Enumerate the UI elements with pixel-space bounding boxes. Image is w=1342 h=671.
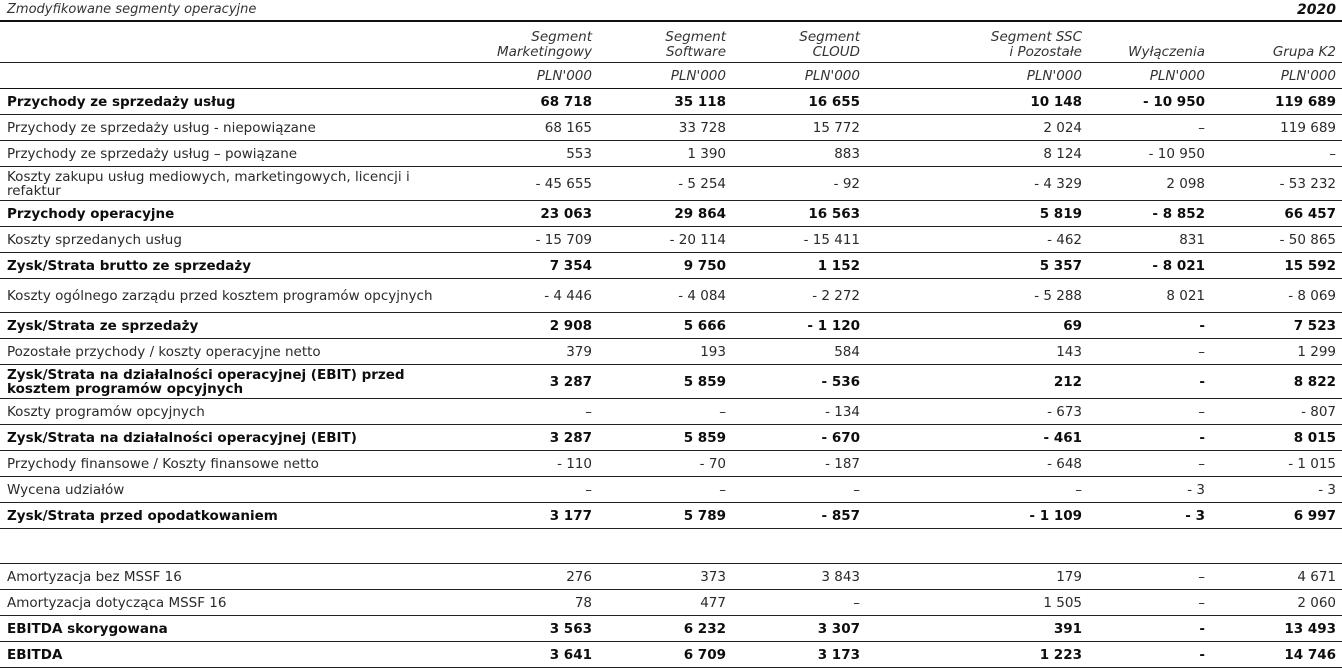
value-cell: 3 307 [732,616,866,642]
row-label: Zysk/Strata ze sprzedaży [0,313,460,339]
table-row [0,115,1342,141]
value-cell: 14 746 [1211,642,1342,668]
value-cell: - [1088,365,1211,399]
table-row [0,141,1342,167]
value-cell: - 92 [732,167,866,201]
row-label: Koszty ogólnego zarządu przed kosztem programów opcyjnych [0,279,460,313]
table-row [0,279,1342,313]
value-cell: 3 287 [460,365,598,399]
value-cell: - 673 [866,399,1088,425]
value-cell: - 187 [732,451,866,477]
value-cell: 15 772 [732,115,866,141]
year-label: 2020 [1297,2,1336,18]
spacer-row [0,529,1342,564]
value-cell: - 8 852 [1088,201,1211,227]
table-row [0,503,1342,529]
value-cell: 2 024 [866,115,1088,141]
value-cell: 16 655 [732,89,866,115]
value-cell: – [1088,115,1211,141]
value-cell: 1 223 [866,642,1088,668]
row-label: Zysk/Strata brutto ze sprzedaży [0,253,460,279]
value-cell: 35 118 [598,89,732,115]
value-cell: 13 493 [1211,616,1342,642]
table-row [0,616,1342,642]
value-cell: 193 [598,339,732,365]
value-cell: - 461 [866,425,1088,451]
table-row [0,167,1342,201]
column-header: Segment Software [598,22,732,63]
header-row [0,22,1342,63]
value-cell: 584 [732,339,866,365]
value-cell: 10 148 [866,89,1088,115]
value-cell: 1 505 [866,590,1088,616]
value-cell: 69 [866,313,1088,339]
units-row [0,63,1342,89]
value-cell: – [1088,564,1211,590]
value-cell: 2 908 [460,313,598,339]
value-cell: 8 822 [1211,365,1342,399]
value-cell: – [866,477,1088,503]
table-row [0,564,1342,590]
value-cell: 3 563 [460,616,598,642]
value-cell: 8 021 [1088,279,1211,313]
segments-table [0,22,1342,668]
value-cell: 29 864 [598,201,732,227]
value-cell: – [1088,399,1211,425]
value-cell: - 2 272 [732,279,866,313]
value-cell: - 15 411 [732,227,866,253]
value-cell: 379 [460,339,598,365]
value-cell: - 3 [1211,477,1342,503]
value-cell: – [1088,339,1211,365]
header-label-cell [0,22,460,63]
value-cell: 5 666 [598,313,732,339]
value-cell: - [1088,425,1211,451]
value-cell: - 462 [866,227,1088,253]
value-cell: - [1088,642,1211,668]
value-cell: - 134 [732,399,866,425]
table-row [0,339,1342,365]
table-row [0,451,1342,477]
table-row [0,590,1342,616]
value-cell: - 5 254 [598,167,732,201]
table-title: Zmodyfikowane segmenty operacyjne [7,2,257,17]
table-row [0,313,1342,339]
row-label: Koszty zakupu usług mediowych, marketingowych, licencji i refaktur [0,167,460,201]
value-cell: - 3 [1088,477,1211,503]
table-row [0,365,1342,399]
value-cell: 119 689 [1211,115,1342,141]
value-cell: - 4 084 [598,279,732,313]
value-cell: - [1088,616,1211,642]
row-label: Przychody ze sprzedaży usług – powiązane [0,141,460,167]
value-cell: 831 [1088,227,1211,253]
value-cell: - 20 114 [598,227,732,253]
row-label: Wycena udziałów [0,477,460,503]
value-cell: 3 177 [460,503,598,529]
row-label: Przychody operacyjne [0,201,460,227]
value-cell: – [460,399,598,425]
value-cell: 1 152 [732,253,866,279]
value-cell: - 1 015 [1211,451,1342,477]
value-cell: - 15 709 [460,227,598,253]
value-cell: - [1088,313,1211,339]
value-cell: - 10 950 [1088,141,1211,167]
title-bar [0,0,1342,22]
value-cell: - 53 232 [1211,167,1342,201]
value-cell: 212 [866,365,1088,399]
row-label: EBITDA [0,642,460,668]
value-cell: - 45 655 [460,167,598,201]
value-cell: 143 [866,339,1088,365]
value-cell: - 807 [1211,399,1342,425]
value-cell: 5 357 [866,253,1088,279]
value-cell: 66 457 [1211,201,1342,227]
value-cell: 119 689 [1211,89,1342,115]
table-row [0,399,1342,425]
value-cell: 16 563 [732,201,866,227]
value-cell: 5 859 [598,365,732,399]
value-cell: 553 [460,141,598,167]
row-label: Pozostałe przychody / koszty operacyjne netto [0,339,460,365]
value-cell: - 70 [598,451,732,477]
value-cell: - 10 950 [1088,89,1211,115]
value-cell: 8 124 [866,141,1088,167]
table-row [0,227,1342,253]
value-cell: 477 [598,590,732,616]
value-cell: 2 098 [1088,167,1211,201]
row-label: Amortyzacja dotycząca MSSF 16 [0,590,460,616]
row-label: Zysk/Strata na działalności operacyjnej (EBIT) [0,425,460,451]
value-cell: 7 523 [1211,313,1342,339]
column-header: Wyłączenia [1088,22,1211,63]
value-cell: – [732,590,866,616]
value-cell: 68 165 [460,115,598,141]
value-cell: 3 287 [460,425,598,451]
unit-label: PLN'000 [732,63,866,89]
value-cell: 5 859 [598,425,732,451]
value-cell: 373 [598,564,732,590]
value-cell: 68 718 [460,89,598,115]
value-cell: - 1 120 [732,313,866,339]
value-cell: 179 [866,564,1088,590]
unit-label: PLN'000 [1088,63,1211,89]
value-cell: 391 [866,616,1088,642]
value-cell: 8 015 [1211,425,1342,451]
row-label: Przychody ze sprzedaży usług [0,89,460,115]
table-row [0,425,1342,451]
row-label: Przychody ze sprzedaży usług - niepowiązane [0,115,460,141]
row-label: Koszty sprzedanych usług [0,227,460,253]
value-cell: - 8 021 [1088,253,1211,279]
value-cell: 3 641 [460,642,598,668]
row-label: Przychody finansowe / Koszty finansowe netto [0,451,460,477]
value-cell: – [1088,451,1211,477]
value-cell: - 8 069 [1211,279,1342,313]
value-cell: 883 [732,141,866,167]
row-label: Zysk/Strata przed opodatkowaniem [0,503,460,529]
value-cell: 276 [460,564,598,590]
value-cell: 2 060 [1211,590,1342,616]
value-cell: - 110 [460,451,598,477]
value-cell: 3 173 [732,642,866,668]
row-label: EBITDA skorygowana [0,616,460,642]
value-cell: - 3 [1088,503,1211,529]
table-row [0,89,1342,115]
value-cell: 4 671 [1211,564,1342,590]
value-cell: - 4 446 [460,279,598,313]
column-header: Segment SSC i Pozostałe [866,22,1088,63]
value-cell: 1 299 [1211,339,1342,365]
value-cell: - 648 [866,451,1088,477]
value-cell: 7 354 [460,253,598,279]
value-cell: - 50 865 [1211,227,1342,253]
row-label: Koszty programów opcyjnych [0,399,460,425]
value-cell: 1 390 [598,141,732,167]
value-cell: – [460,477,598,503]
column-header: Segment CLOUD [732,22,866,63]
value-cell: - 5 288 [866,279,1088,313]
value-cell: 6 232 [598,616,732,642]
value-cell: – [598,399,732,425]
value-cell: – [732,477,866,503]
value-cell: - 1 109 [866,503,1088,529]
value-cell: 3 843 [732,564,866,590]
value-cell: – [598,477,732,503]
table-row [0,201,1342,227]
value-cell: - 670 [732,425,866,451]
unit-label: PLN'000 [1211,63,1342,89]
value-cell: 15 592 [1211,253,1342,279]
table-row [0,253,1342,279]
value-cell: 33 728 [598,115,732,141]
value-cell: 5 819 [866,201,1088,227]
value-cell: 78 [460,590,598,616]
value-cell: 6 997 [1211,503,1342,529]
unit-label: PLN'000 [866,63,1088,89]
value-cell: 9 750 [598,253,732,279]
column-header: Grupa K2 [1211,22,1342,63]
value-cell: 5 789 [598,503,732,529]
table-row [0,642,1342,668]
unit-label: PLN'000 [598,63,732,89]
value-cell: – [1211,141,1342,167]
value-cell: - 536 [732,365,866,399]
unit-label: PLN'000 [460,63,598,89]
value-cell: 6 709 [598,642,732,668]
table-row [0,477,1342,503]
value-cell: - 857 [732,503,866,529]
column-header: Segment Marketingowy [460,22,598,63]
value-cell: - 4 329 [866,167,1088,201]
row-label: Amortyzacja bez MSSF 16 [0,564,460,590]
row-label: Zysk/Strata na działalności operacyjnej (EBIT) przed kosztem programów opcyjnych [0,365,460,399]
value-cell: – [1088,590,1211,616]
value-cell: 23 063 [460,201,598,227]
